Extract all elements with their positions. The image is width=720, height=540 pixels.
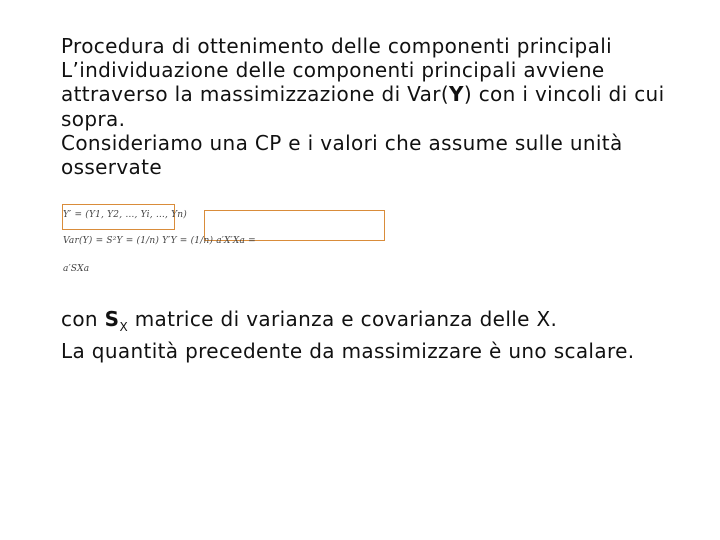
- intro-paragraph: [61, 34, 701, 179]
- outro-prefix: con: [61, 307, 105, 331]
- outro-text: matrice di varianza e covarianza delle X. La quantità precedente da massimizzare è uno scalare.: [61, 307, 635, 364]
- formula-variance: Var(Y) = S²Y = (1/n) Y′Y = (1/n) a′X′Xa =: [63, 236, 256, 246]
- intro-text-2: ) con i vincoli di cui sopra. Consideriamo una CP e i valori che assume sulle unità osservate: [61, 82, 665, 180]
- intro-text: Procedura di ottenimento delle componenti principali L’individuazione delle componenti principali avviene attraverso la massimizzazione di Var(: [61, 34, 613, 107]
- outro-bold-s: S: [104, 307, 120, 331]
- outro-paragraph: [61, 307, 711, 363]
- intro-bold-y: Y: [449, 82, 464, 107]
- formula-quadratic-form: a′SXa: [63, 264, 90, 274]
- formula-y-vector: Y′ = (Y1, Y2, …, Yi, …, Yn): [63, 210, 188, 220]
- outro-subscript-x: X: [119, 320, 129, 334]
